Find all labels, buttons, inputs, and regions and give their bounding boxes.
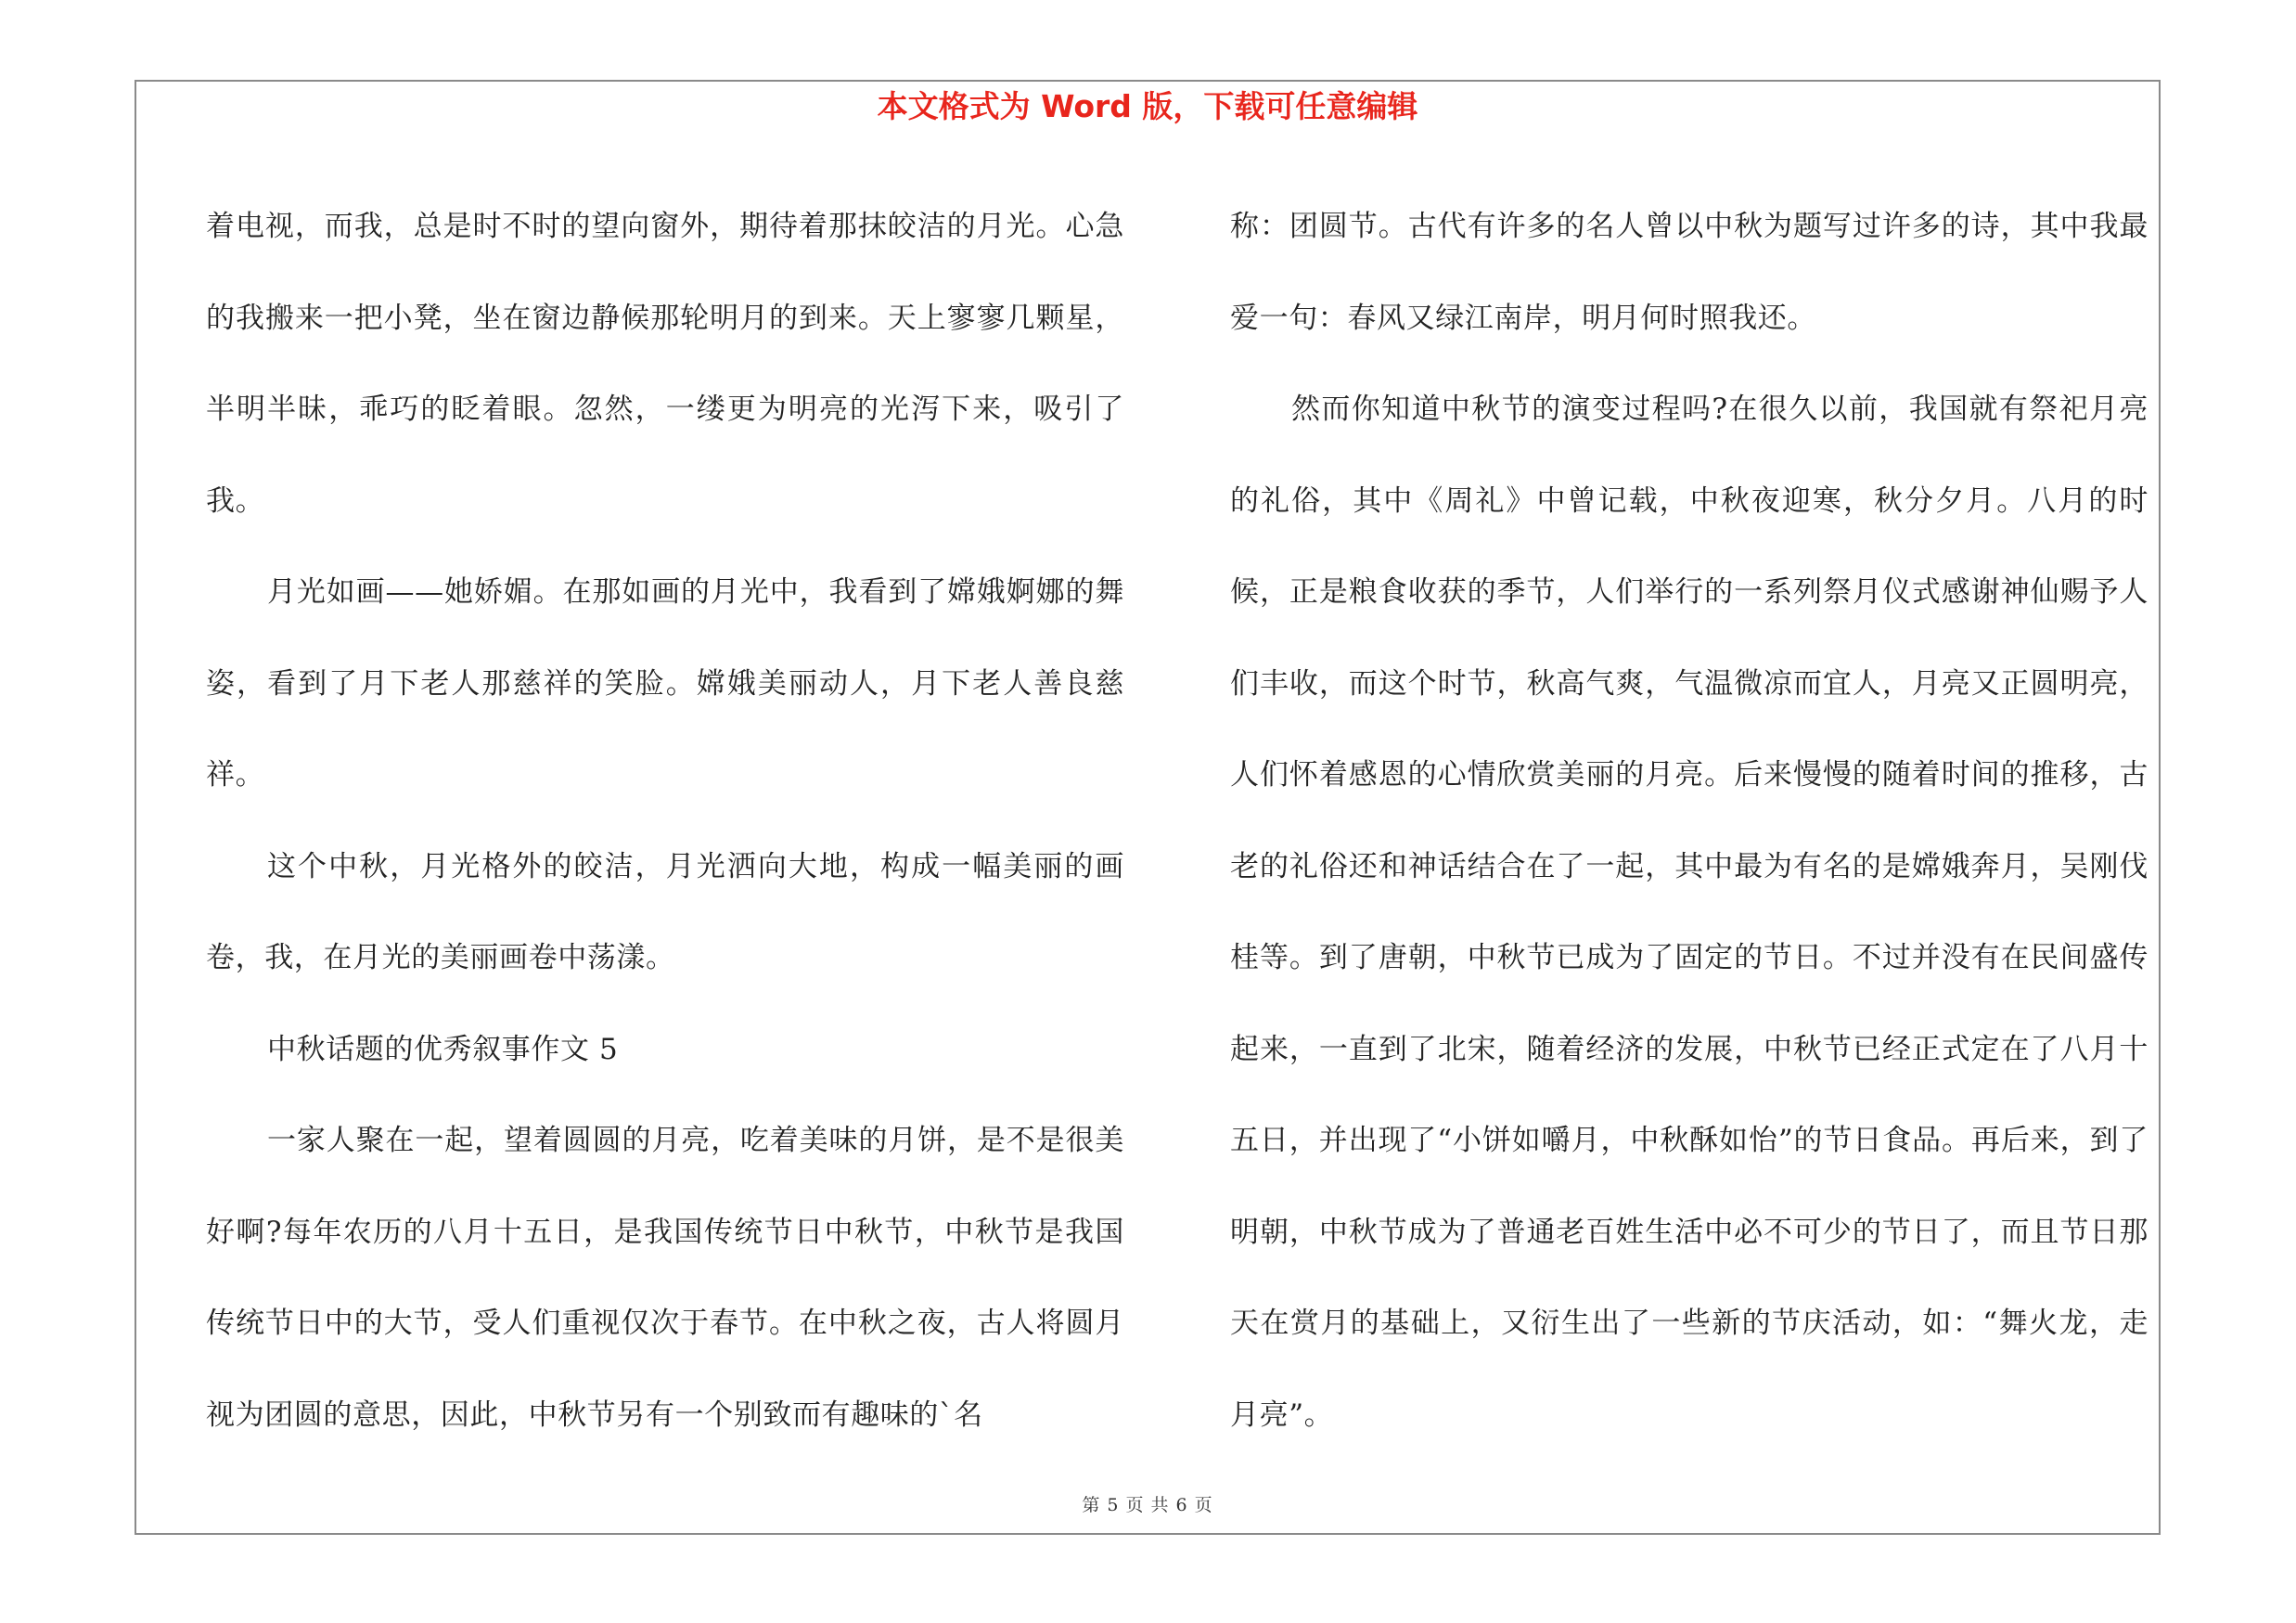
paragraph: 这个中秋，月光格外的皎洁，月光洒向大地，构成一幅美丽的画卷，我，在月光的美丽画卷中荡漾。 <box>206 849 1124 974</box>
paragraph: 一家人聚在一起，望着圆圆的月亮，吃着美味的月饼，是不是很美好啊?每年农历的八月十五日，是我国传统节日中秋节，中秋节是我国传统节日中的大节，受人们重视仅次于春节。在中秋之夜，古人将圆月视为团圆的意思，因此，中秋节另有一个别致而有趣味的`名 <box>206 1124 1124 1432</box>
paragraph: 然而你知道中秋节的演变过程吗?在很久以前，我国就有祭祀月亮的礼俗，其中《周礼》中曾记载，中秋夜迎寒，秋分夕月。八月的时候，正是粮食收获的季节，人们举行的一系列祭月仪式感谢神仙赐予人们丰收，而这个时节，秋高气爽，气温微凉而宜人，月亮又正圆明亮，人们怀着感恩的心情欣赏美丽的月亮。后来慢慢的随着时间的推移，古老的礼俗还和神话结合在了一起，其中最为有名的是嫦娥奔月，吴刚伐桂等。到了唐朝，中秋节已成为了固定的节日。不过并没有在民间盛传起来，一直到了北宋，随着经济的发展，中秋节已经正式定在了八月十五日，并出现了“小饼如嚼月，中秋酥如怡”的节日食品。再后来，到了明朝，中秋节成为了普通老百姓生活中必不可少的节日了，而且节日那天在赏月的基础上，又衍生出了一些新的节庆活动，如：“舞火龙，走月亮”。 <box>1230 393 2148 1432</box>
page-number-footer: 第 5 页 共 6 页 <box>1082 1495 1213 1515</box>
paragraph-continued: 称：团圆节。古代有许多的名人曾以中秋为题写过许多的诗，其中我最爱一句：春风又绿江南岸，明月何时照我还。 <box>1230 210 2148 335</box>
right-text-column <box>1230 181 2148 1461</box>
paragraph-continued: 着电视，而我，总是时不时的望向窗外，期待着那抹皎洁的月光。心急的我搬来一把小凳，坐在窗边静候那轮明月的到来。天上寥寥几颗星，半明半昧，乖巧的眨着眼。忽然，一缕更为明亮的光泻下来，吸引了我。 <box>206 210 1124 518</box>
left-text-column <box>206 181 1124 1461</box>
section-heading: 中秋话题的优秀叙事作文 5 <box>267 1032 619 1066</box>
word-format-banner: 本文格式为 Word 版，下载可任意编辑 <box>877 88 1418 124</box>
paragraph: 月光如画——她娇媚。在那如画的月光中，我看到了嫦娥婀娜的舞姿，看到了月下老人那慈祥的笑脸。嫦娥美丽动人，月下老人善良慈祥。 <box>206 575 1124 792</box>
